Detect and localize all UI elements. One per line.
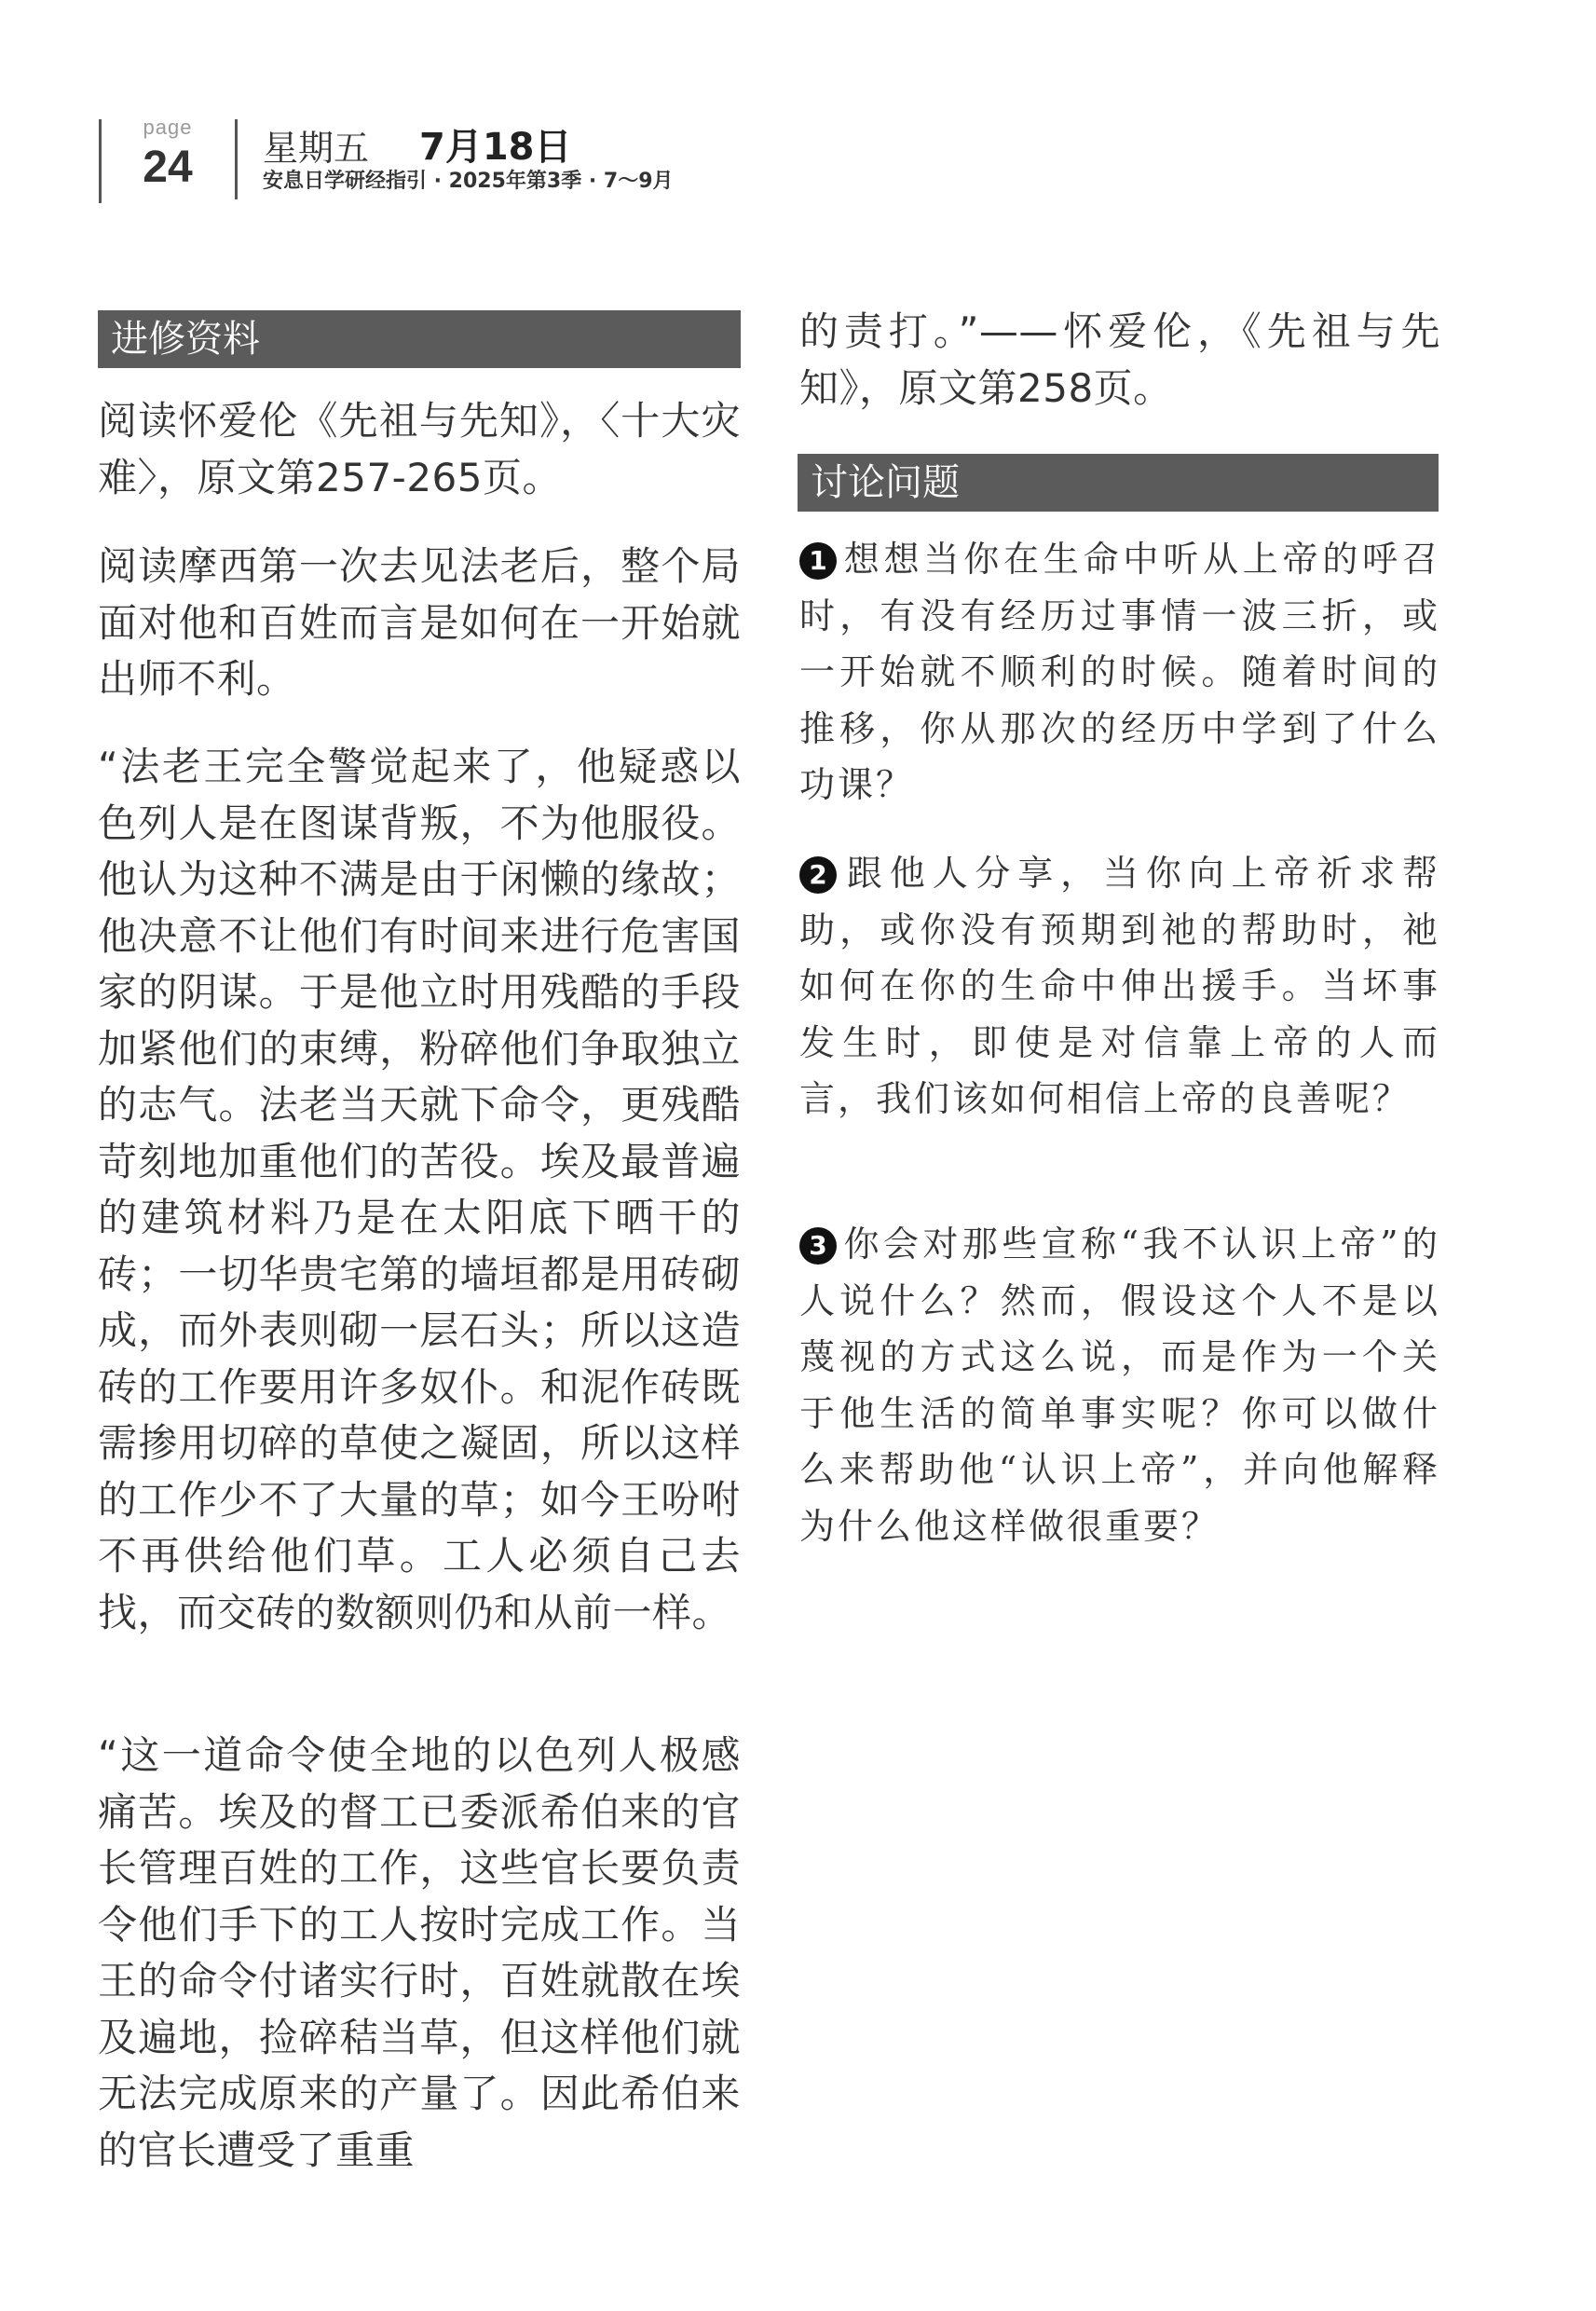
- question-number-badge: 2: [799, 856, 837, 894]
- paragraph-quote-2: “这一道命令使全地的以色列人极感痛苦。埃及的督工已委派希伯来的官长管理百姓的工作，这些官长要负责令他们手下的工人按时完成工作。当王的命令付诸实行时，百姓就散在埃及遍地，捡碎秸当草，但这样他们就无法完成原来的产量了。因此希伯来的官长遭受了重重: [98, 1732, 741, 2173]
- discussion-question-3: [799, 1216, 1440, 1554]
- question-text: 跟他人分享，当你向上帝祈求帮助，或你没有预期到祂的帮助时，祂如何在你的生命中伸出援手。当坏事发生时，即使是对信靠上帝的人而言，我们该如何相信上帝的良善呢？: [799, 853, 1440, 1119]
- question-text: 想想当你在生命中听从上帝的呼召时，有没有经历过事情一波三折，或一开始就不顺利的时候。随着时间的推移，你从那次的经历中学到了什么功课？: [799, 539, 1440, 805]
- question-number-badge: 1: [799, 542, 837, 580]
- date: 7月18日: [419, 126, 572, 169]
- discussion-question-2: [799, 845, 1440, 1128]
- question-text: 你会对那些宣称“我不认识上帝”的人说什么？然而，假设这个人不是以蔑视的方式这么说，而是作为一个关于他生活的简单事实呢？你可以做什么来帮助他“认识上帝”，并向他解释为什么他这样做很重要？: [799, 1224, 1440, 1547]
- paragraph-reading-assignment: 阅读怀爱伦《先祖与先知》，〈十大灾难〉，原文第257-265页。: [98, 398, 741, 500]
- section-title-further-study: 进修资料: [98, 310, 741, 368]
- paragraph-reading-prompt: 阅读摩西第一次去见法老后，整个局面对他和百姓而言是如何在一开始就出师不利。: [98, 543, 741, 702]
- page-number: 24: [143, 143, 193, 192]
- paragraph-quote-1: “法老王完全警觉起来了，他疑惑以色列人是在图谋背叛，不为他服役。他认为这种不满是由于闲懒的缘故；他决意不让他们有时间来进行危害国家的阴谋。于是他立时用残酷的手段加紧他们的束缚，粉碎他们争取独立的志气。法老当天就下命令，更残酷苛刻地加重他们的苦役。埃及最普遍的建筑材料乃是在太阳底下晒干的砖；一切华贵宅第的墙垣都是用砖砌成，而外表则砌一层石头；所以这造砖的工作要用许多奴仆。和泥作砖既需掺用切碎的草使之凝固，所以这样的工作少不了大量的草；如今王吩咐不再供给他们草。工人必须自己去找，而交砖的数额则仍和从前一样。: [98, 744, 741, 1635]
- publication-subtitle: 安息日学研经指引 · 2025年第3季 · 7～9月: [263, 170, 674, 193]
- page-label: page: [143, 116, 193, 139]
- paragraph-quote-continuation: 的责打。”——怀爱伦，《先祖与先知》，原文第258页。: [799, 308, 1440, 411]
- discussion-question-1: [799, 531, 1440, 814]
- header-divider-right: [235, 119, 238, 199]
- header-divider-left: [99, 119, 102, 203]
- weekday: 星期五: [263, 128, 370, 169]
- section-title-discussion-questions: 讨论问题: [798, 454, 1439, 512]
- question-number-badge: 3: [799, 1227, 837, 1265]
